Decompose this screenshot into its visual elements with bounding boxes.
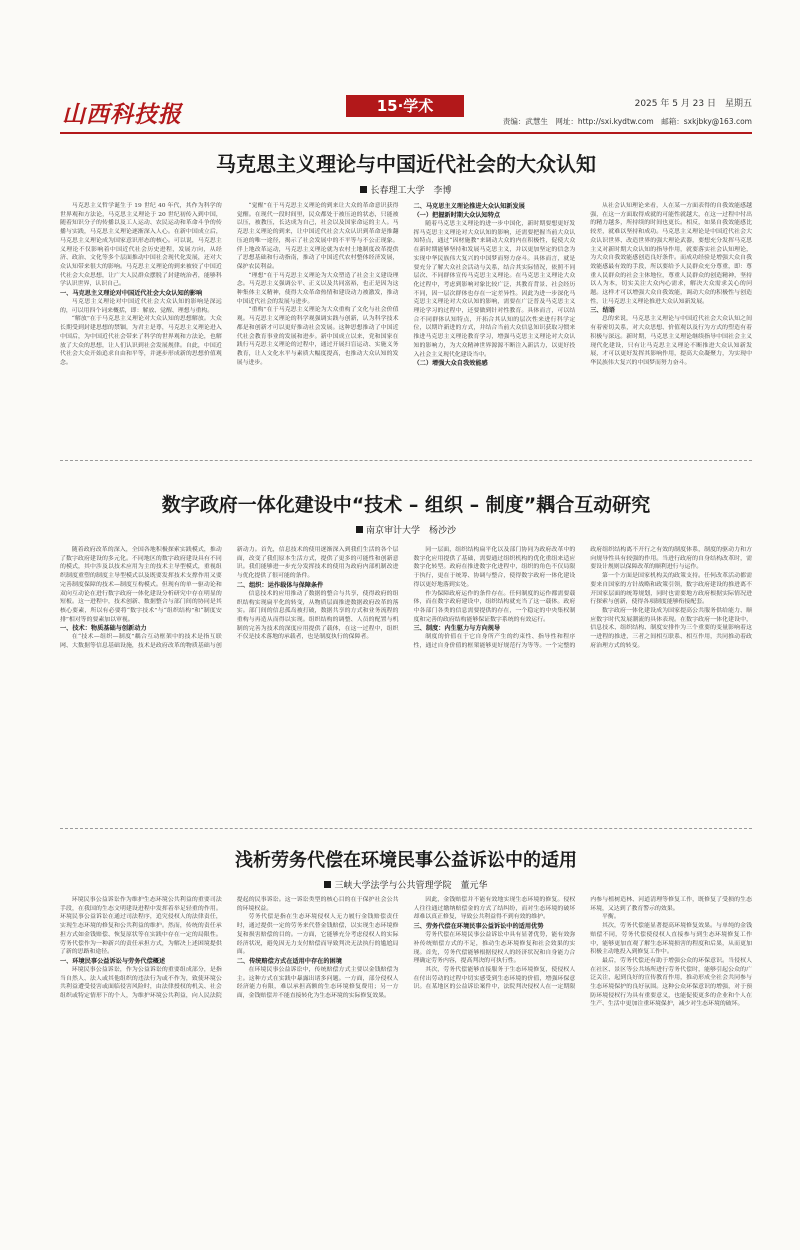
article-headline: 浅析劳务代偿在环境民事公益诉讼中的适用 (235, 850, 577, 871)
paragraph: 在“技术—组织—制度”耦合互动框架中的技术是指互联网、大数据等信息基础设施，技术是政府改革的物质基础与创新动力。首先，信息技术的使用逐渐深入到我们生活的各个层面，改变了我们原本生活方式，提供了更多的可能性和创新意识。我们能够进一步充分发挥技术的使用为政府内部机制改进与优化提供了很可能的条件。 (60, 547, 399, 650)
section-heading: 二、马克思主义理论推进大众认知新发展 (413, 203, 525, 210)
article-labor-compensation (60, 846, 752, 891)
paragraph: “解放”在于马克思主义理论对大众认知的思想解放。大众长期受到封建思想的禁锢，为君主是尊，马克思主义理论进入中国后，为中国近代社会带来了科学的世界观和方法论，也解放了大众的思想，让人们认识到社会发展规律。自此，中国近代社会大众开始追求自由和平等，并逐步形成新的思想价值观念。 (60, 316, 222, 366)
paragraph: 环境民事公益诉讼作为维护生态环境公共利益的重要司法手段，在我国的生态文明建设进程中发挥着举足轻重的作用。环境民事公益诉讼在通过司法程序，追究侵权人的法律责任，实现生态环境的修复和公共利益的维护。然而，传统的责任承担方式如金钱赔偿、恢复原状等在实践中存在一定的局限性。劳务代偿作为一种新兴的责任承担方式，为解决上述困境提供了新的思路和途径。 (60, 897, 222, 956)
paragraph: 马克思主义哲学诞生于 19 世纪 40 年代，其作为科学的世界观和方法论，马克思主义理论于 20 世纪初传入到中国，随着知识分子的传播以及工人运动、农民运动和革命斗争的传播与实践，马克思主义理论逐渐深入人心。在新中国成立后，马克思主义理论成为国家意识形态的核心。可以说，马克思主义理论不仅影响着中国近代社会历史进程，发展方向，从经济、政治、文化等多个层面推动中国社会现代化发展，还对大众认知带来很大的影响。马克思主义理论的到来被较了中国近代社会大众思想，让广大人民群众摆脱了封建统治者，能够科学认识世界，认识自己。 (60, 203, 222, 288)
byline-square-icon (356, 526, 363, 533)
paragraph: 随着马克思主义理论的进一步中国化，新时期要想更好发挥马克思主义理论对大众认知的影响，还需要把握当前大众认知特点，通过“因材施教”来调动大众的内在积极性，促使大众在新时期能够坚持和发展马克思主义，并以更加坚定的信念为实现中华民族伟大复兴的中国梦而努力奋斗。具体而言，就是要充分了解大众社会活动与关系，结合其实际情况，依照不同层次、不同群体宣传马克思主义理论。在马克思主义理论大众化过程中，考虑到影响对象比较广泛，其教育背景、社会经历不同，因一层次群体也存在一定差异性。因此为进一步深化马克思主义理论对大众认知的影响，需要在广泛普及马克思主义理论学习的过程中，还要做到针对性教育。具体而言，可以结合不同群体认知特点，开拓合其认知的层次性来进行科学定位，以期许新进的方式，并结合当前大众信息知识获取习惯来推进马克思主义理论教育学习，增强马克思主义理论对大众认知的影响力，为大众精神世界源源不断注入新活力，以更好投入社会主义现代化建设当中。 (413, 221, 576, 358)
paragraph: 最后，劳务代偿还有助于增强公众的环保意识。当侵权人在社区、景区等公共场所进行劳务代偿时，能够引起公众的广泛关注，起到良好的宣传教育作用，推动形成全社会共同参与生态环境保护的良好氛围。这种公众环保意识的增强，对于预防环境侵权行为具有重要意义，也能促使更多的企业和个人在生产、生活中更加注重环境保护，减少对生态环境的破坏。 (590, 957, 752, 1008)
paragraph: 马克思主义理论对中国近代社会大众认知的影响是深远的，可以用四个词来概括，即：解放、觉醒、理想与重构。 (60, 299, 222, 314)
paragraph: 劳务代偿在环境民事公益诉讼中具有显著优势，能有效弥补传统赔偿方式的不足，推动生态环境修复和社会效果的实现。首先，劳务代偿能够根据侵权人的经济状况和自身能力合理确定劳务内容，提高判决的可执行性。 (413, 932, 576, 965)
section-heading: 一、环境民事公益诉讼与劳务代偿概述 (60, 957, 166, 965)
sub-heading: （一）把握新时期大众认知特点 (413, 212, 501, 219)
newspaper-logo: 山西科技报 (62, 101, 182, 128)
section-heading: 一、马克思主义理论对中国近代社会大众认知的影响 (60, 290, 203, 298)
paragraph: “理想”在于马克思主义理论为大众塑造了社会主义建设理念。马克思主义强调公平、正义以及共同富裕，也正是因为这种集体主义精神，使得大众革命热情和建设动力被激发，推动中国近代社会的发展与进步。 (236, 272, 399, 305)
paragraph: “觉醒”在于马克思主义理论的到来让大众的革命意识获得觉醒。在现代一段时间里，民众都处于被压迫的状态，只能被以压，被教压，长达成为自己，社会以及国家命运的主人。马克思主义理论的到来，让中国近代社会大众认识到革命是推翻压迫的唯一途径，揭示了社会发展中的不平等与不公正现象。伴上地改革运动，马克思主义理论就为农村土地制度改革提供了思想基础和行动指南，推动了中国近代农村整体经济发展，保护农民利益。 (236, 203, 399, 270)
article-headline: 数字政府一体化建设中“技术 – 组织 – 制度”耦合互动研究 (161, 494, 651, 516)
paragraph: 同一层面，组织结构扁平化以及部门协同为政府改革中的数字化应用提供了基础，需要通过组织机构的优化重组来适应数字化转型。政府在推进数字化进程中，组织的角色不仅局限于执行，更在于统筹、协调与整合，使得数字政府一体化建设得以更好地落到实处。 (413, 547, 576, 588)
paragraph: 总的来说，马克思主义理论与中国近代社会大众认知之间有着密切关系，对大众思想、价值观以及行为方式的塑造有着积极与深远。新时期，马克思主义理论继续指导中国社会主义现代化建设，只有让马克思主义理论不断推进大众认知新发展，才可以更好发挥其影响作用，提高大众凝聚力，为实现中华民族伟大复兴的中国梦而努力奋斗。 (590, 316, 752, 366)
article-body (60, 202, 752, 446)
paragraph: 制度的价值在于它自身所产生的约束性、指导性和程序性，通过自身价值的框架能够更好规范行为等等。一个完整的政府组织结构离不开行之有效的制度体系，制度的驱动力和方向规导性具有较强的作用。当进行政府的自身结构改革时，需要设计规则以保障改革的顺利进行与运作。 (413, 547, 752, 650)
editor-credits: 责编：武慧生 网址：http://sxi.kydtw.com 邮箱：sxkjbky@163.com (502, 117, 752, 126)
paragraph: 环境民事公益诉讼，作为公益诉讼的重要组成部分，是指当自然人、法人或其他组织的违法行为或不作为，致使环境公共利益遭受侵害或面临侵害风险时，由法律授权的机关、社会组织或特定情形下的个人，为维护环境公共利益，向人民法院提起的民事诉讼。这一诉讼类型的核心目的在于保护社会公共的环境权益。 (60, 897, 399, 1000)
paragraph: 信息技术的应用推动了数据的整合与共享，使得政府的组织结构实现扁平化的转变，从物质层面推进数据政府改革的落实。部门间的信息孤岛被打破，数据共享的方式和业务流程的重构与再造从而得以实现。组织结构的调整、人员的配置与机制的完善为技术的深度应用提供了载体，在这一过程中，组织不仅是技术落地的承载者，也是制度执行的保障者。 (236, 590, 399, 641)
paragraph: 其次，劳务代偿能显著提高环境修复效果。与单纯的金钱赔偿不同，劳务代偿使侵权人直接参与到生态环境修复工作中，能够更加直观了解生态环境损害的程度和后果，从而更加积极主动地投入到修复工作中。 (590, 923, 752, 956)
article-headline: 马克思主义理论与中国近代社会的大众认知 (216, 152, 596, 176)
section-heading: 三、劳务代偿在环境民事公益诉讼中的适用优势 (413, 923, 544, 931)
byline-square-icon (360, 186, 367, 193)
paragraph: 第一个方面是国家机构关的政策支持。任何改革活动都需要来自国家的方针战略和政策引领，数字政府建设的推进离不开国家层面的统筹规划，同时也需要地方政府根据实际情况进行探索与创新，使得各项制度能够衔接配套。 (590, 573, 752, 606)
section-heading: 三、结语 (590, 307, 615, 315)
section-heading: 二、传统赔偿方式在适用中存在的困境 (236, 957, 342, 965)
paragraph: 作为保障政府运作的条件存在。任何制度的运作都需要载体，而在数字政府建设中，组织结构就充当了这一载体。政府中各部门各类的信息需要提供的存在，一个稳定的中央集权制度和完善的政府结构能够保证数字系统的有效运行。 (413, 590, 576, 623)
section-heading: 二、组织：运作载体与保障条件 (236, 581, 324, 589)
masthead (60, 92, 752, 132)
masthead-rule (60, 132, 752, 134)
article-marxism (60, 148, 752, 196)
byline-square-icon (324, 881, 331, 888)
paragraph: 因此，金钱赔偿并不能有效地实现生态环境的修复。侵权人往往通过缴纳赔偿金的方式了结纠纷，而对生态环境的破坏却难以真正修复，导致公共利益得不到有效的维护。 (413, 897, 576, 921)
article-body (60, 546, 752, 816)
section-heading: 一、技术：物质基础与创新动力 (60, 625, 147, 633)
paragraph: 其次，劳务代偿能够直接服务于生态环境修复，使侵权人在付出劳动的过程中切实感受到生态环境的价值，增强环保意识。在某地区的公益诉讼案件中，法院判决侵权人在一定期限内参与植树造林、河道清理等修复工作，既修复了受损的生态环境，又达到了教育警示的效果。 (413, 897, 752, 991)
article-body (60, 896, 752, 1196)
article-divider (60, 828, 752, 829)
paragraph: 平衡。 (602, 914, 620, 921)
article-byline: 长春理工大学 李博 (60, 183, 752, 196)
article-divider (60, 460, 752, 461)
article-digital-government (60, 490, 752, 536)
article-byline: 南京审计大学 杨沙沙 (60, 523, 752, 536)
page-section-label: 15·学术 (346, 95, 464, 117)
paragraph: 劳务代偿是指在生态环境侵权人无力履行金钱赔偿责任时，通过提供一定的劳务来代替金钱赔偿，以实现生态环境修复和损害赔偿的目的。一方面，它能够充分考虑侵权人的实际经济状况，避免因无力支付赔偿而导致判决无法执行的尴尬局面。 (236, 914, 399, 956)
paragraph: 随着政府改革的深入，全国各地积极探索实践模式，推动了数字政府建设的多元化。不同地区的数字政府建设具有不同的模式，其中涉及以技术应用为主的技术主导型模式，重视组织制度重塑的制度主导型模式以及既要发挥技术支撑作用又要完善制度保障的技术—制度互构模式。但现有的单一驱动论和双向互动论在进行数字政府一体化建设分析研究中存在明显的短板。这一进程中，技术创新、数据整合与部门间的协同是其核心要素，所以有必要将“数字技术”与“组织结构”和“制度安排”相对等的要素加以审视。 (60, 547, 222, 623)
paragraph: 数字政府一体化建设成为国家提高公共服务供给能力、顺应数字时代发展潮流的具体表现。在数字政府一体化建设中，信息技术、组织结构、制度安排作为三个重要的变量影响着这一进程的推进，三者之间相互联系、相互作用，共同推动着政府治理方式的转变。 (590, 607, 752, 649)
issue-date: 2025 年 5 月 23 日 星期五 (634, 99, 752, 109)
paragraph: “重构”在于马克思主义理论为大众重构了文化与社会价值观。马克思主义理论的科学观强调实践与创新，认为科学技术都是和创新才可以更好推动社会发展。这种思想推动了中国近代社会教育事业的发展和进步。新中国成立以来，党和国家在践行马克思主义理论的过程中，通过开展扫盲运动、实施义务教育，让人文化水平与素质大幅度提高，也推动大众认知的发展与进步。 (236, 307, 399, 366)
sub-heading: （二）增强大众自我效能感 (413, 360, 488, 368)
section-heading: 三、制度：内生驱力与方向规导 (413, 625, 501, 633)
paragraph: 在环境民事公益诉讼中，传统赔偿方式主要以金钱赔偿为主。这种方式在实践中暴露出诸多问题。一方面，部分侵权人经济能力有限，难以承担高额的生态环境修复费用；另一方面，金钱赔偿并不能直接转化为生态环境的实际修复效果。 (236, 966, 399, 1000)
article-byline: 三峡大学法学与公共管理学院 董元华 (60, 878, 752, 891)
paragraph: 从社会认知理论来看，人在某一方面表得的自我效能感越强，在这一方面取得成就的可能性就越大，在这一过程中付出的精力越多，所持续的时间也更长。相反，如果自我效能感比较差，就难以坚持和成功。马克思主义理论是中国近代社会大众认识世界、改造世界的强大理论武器，要想充分发挥马克思主义对新时期大众认知的指导作用，就要落实社会认知理论，为大众自我效能感创造良好条件。而成功经验是增强大众自我效能感最有效的手段，所以要给予人民群众充分尊重，即：尊重人民群众的社会主体地位，尊重人民群众的创造精神，坚持以人为本，切实关注大众内心需求，解决大众需求关心的问题。这样才可以增强大众自我效能，调动大众的积极性与创造性，让马克思主义理论推进大众认知新发展。 (590, 203, 752, 305)
